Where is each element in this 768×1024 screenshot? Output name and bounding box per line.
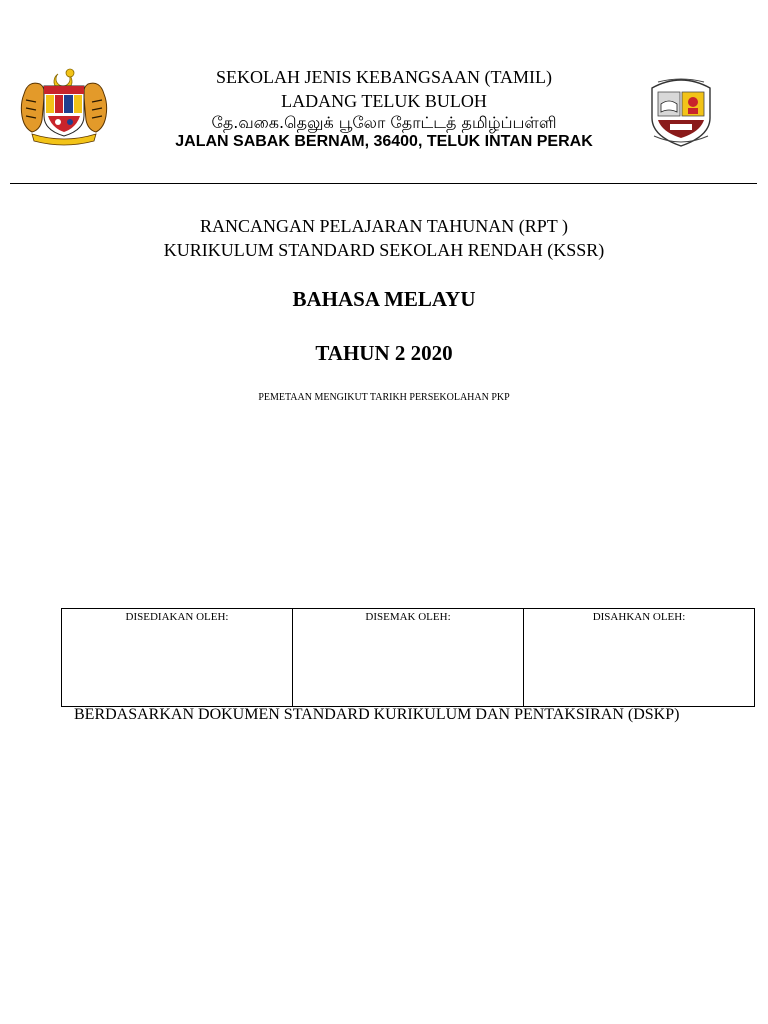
school-location: LADANG TELUK BULOH — [281, 91, 487, 111]
prepared-by-cell — [62, 609, 293, 707]
school-address: JALAN SABAK BERNAM, 36400, TELUK INTAN PERAK — [175, 133, 593, 150]
school-name-tamil: தே.வகை.தெலுக் பூலோ தோட்டத் தமிழ்ப்பள்ளி — [211, 113, 557, 132]
year-title: TAHUN 2 2020 — [315, 341, 453, 365]
approved-by-label: DISAHKAN OLEH: — [592, 611, 686, 623]
curriculum-title: KURIKULUM STANDARD SEKOLAH RENDAH (KSSR) — [163, 240, 605, 260]
school-name: SEKOLAH JENIS KEBANGSAAN (TAMIL) — [215, 67, 553, 87]
checked-by-cell — [293, 609, 524, 707]
approved-by-cell — [524, 609, 755, 707]
signature-table — [61, 608, 755, 707]
dskp-footer: BERDASARKAN DOKUMEN STANDARD KURIKULUM DAN PENTAKSIRAN (DSKP) — [74, 706, 680, 723]
header-divider — [10, 183, 757, 184]
subject-title: BAHASA MELAYU — [292, 287, 476, 311]
checked-by-label: DISEMAK OLEH: — [365, 611, 451, 623]
plan-title: RANCANGAN PELAJARAN TAHUNAN (RPT ) — [200, 216, 568, 236]
prepared-by-label: DISEDIAKAN OLEH: — [125, 611, 229, 623]
mapping-note: PEMETAAN MENGIKUT TARIKH PERSEKOLAHAN PKP — [258, 392, 510, 403]
